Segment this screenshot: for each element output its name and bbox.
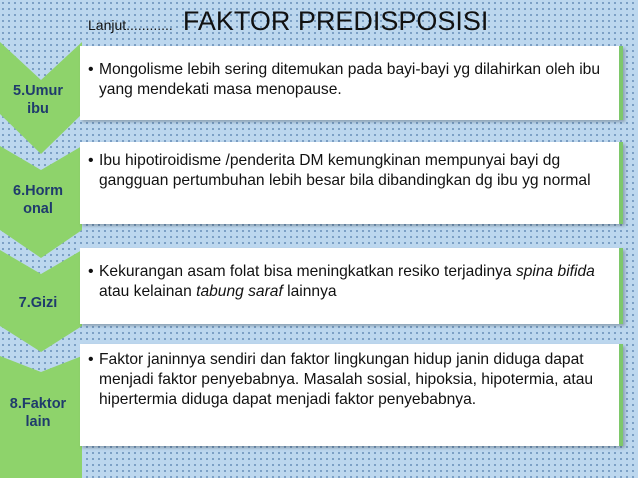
- title-prefix: Lanjut............: [88, 17, 173, 33]
- label-umur-ibu-line1: 5.Umur: [13, 83, 63, 99]
- content-box-umur-ibu: [80, 46, 623, 120]
- chevron-gizi: [0, 250, 82, 352]
- bullet-icon: •: [88, 351, 94, 368]
- label-faktor-lain-line1: 8.Faktor: [9, 396, 67, 412]
- text-hormonal: Ibu hipotiroidisme /penderita DM kemungkinan mempunyai bayi dg gangguan pertumbuhan lebih besar bila dibandingkan dg ibu yg normal: [99, 152, 591, 189]
- content-box-faktor-lain: [80, 344, 623, 446]
- chevron-umur-ibu: [0, 42, 82, 154]
- label-hormonal-line2: onal: [23, 201, 53, 217]
- text-gizi-part: Kekurangan asam folat bisa meningkatkan resiko terjadinya: [99, 263, 516, 280]
- text-faktor-lain: Faktor janinnya sendiri dan faktor lingkungan hidup janin diduga dapat menjadi faktor penyebabnya. Masalah sosial, hipoksia, hipotermia, atau hipertermia diduga dapat menjadi faktor penyebabnya.: [99, 351, 594, 408]
- text-gizi: [99, 262, 613, 302]
- bullet-icon: •: [88, 61, 94, 78]
- text-umur-ibu: Mongolisme lebih sering ditemukan pada bayi-bayi yg dilahirkan oleh ibu yang mendekati masa menopause.: [99, 61, 601, 98]
- slide-title: [88, 6, 488, 37]
- bullet-icon: •: [88, 263, 94, 280]
- text-gizi-italic-tabung-saraf: tabung saraf: [196, 283, 283, 300]
- label-umur-ibu-line2: ibu: [27, 101, 49, 117]
- label-hormonal-line1: 6.Horm: [13, 183, 63, 199]
- text-gizi-part: atau kelainan: [99, 283, 197, 300]
- label-gizi: 7.Gizi: [18, 295, 58, 311]
- chevron-hormonal: [0, 146, 82, 258]
- label-faktor-lain-line2: lain: [25, 414, 51, 430]
- bullet-icon: •: [88, 152, 94, 169]
- content-box-gizi: [80, 248, 623, 324]
- text-gizi-part: lainnya: [282, 283, 337, 300]
- chevron-faktor-lain: [0, 356, 82, 478]
- text-gizi-italic-spina-bifida: spina bifida: [515, 263, 595, 280]
- content-box-hormonal: [80, 142, 623, 224]
- title-main: FAKTOR PREDISPOSISI: [182, 6, 489, 36]
